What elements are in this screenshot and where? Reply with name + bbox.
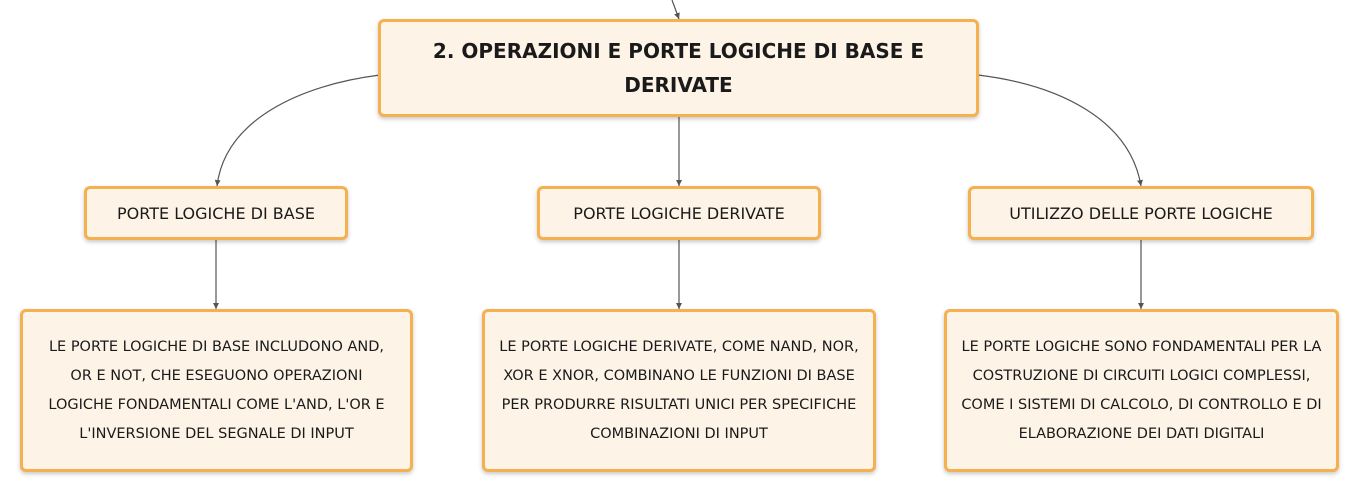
- branch-label: PORTE LOGICHE DI BASE: [117, 203, 315, 223]
- connector-root-to-usage: [978, 75, 1141, 186]
- detail-text: LE PORTE LOGICHE SONO FONDAMENTALI PER LA COSTRUZIONE DI CIRCUITI LOGICI COMPLESSI, COME I SISTEMI DI CALCOLO, DI CONTROLLO E DI ELABORAZIONE DEI DATI DIGITALI: [961, 338, 1322, 442]
- detail-text: LE PORTE LOGICHE DERIVATE, COME NAND, NOR, XOR E XNOR, COMBINANO LE FUNZIONI DI BASE PER PRODURRE RISULTATI UNICI PER SPECIFICHE COMBINAZIONI DI INPUT: [499, 338, 859, 442]
- detail-node-derived-gates[interactable]: [482, 309, 876, 472]
- branch-node-base-gates[interactable]: [84, 186, 348, 240]
- root-topic-node[interactable]: [378, 19, 979, 117]
- connector-root-to-base: [217, 75, 380, 186]
- detail-node-base-gates[interactable]: [20, 309, 413, 472]
- incoming-connector: [672, 0, 679, 19]
- branch-node-gate-usage[interactable]: [968, 186, 1314, 240]
- detail-text: LE PORTE LOGICHE DI BASE INCLUDONO AND, OR E NOT, CHE ESEGUONO OPERAZIONI LOGICHE FONDAMENTALI COME L'AND, L'OR E L'INVERSIONE DEL SEGNALE DI INPUT: [48, 338, 385, 442]
- branch-label: UTILIZZO DELLE PORTE LOGICHE: [1009, 203, 1273, 223]
- branch-label: PORTE LOGICHE DERIVATE: [573, 203, 785, 223]
- branch-node-derived-gates[interactable]: [537, 186, 821, 240]
- detail-node-gate-usage[interactable]: [944, 309, 1339, 472]
- root-topic-label: 2. OPERAZIONI E PORTE LOGICHE DI BASE E DERIVATE: [432, 39, 925, 97]
